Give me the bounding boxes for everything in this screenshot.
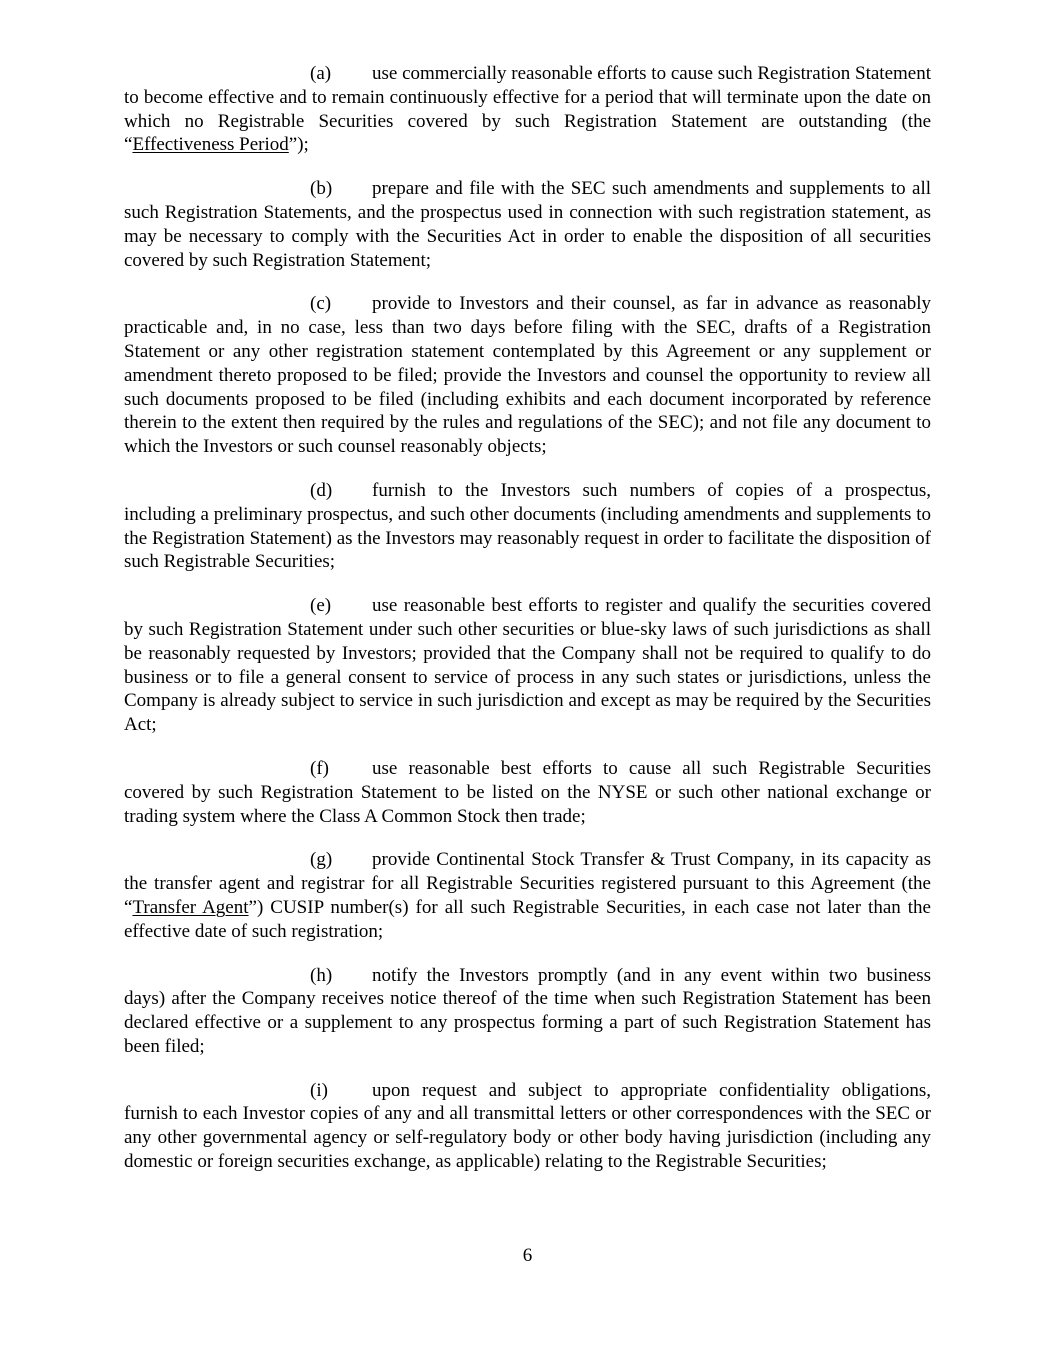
clause-h [124,964,931,1059]
clause-text: upon request and subject to appropriate confidentiality obligations, furnish to each Investor copies of any and all transmittal letters or other correspondences with the SEC or any other governmental agency or self-regulatory body or other body having jurisdiction (including any domestic or foreign securities exchange, as applicable) relating to the Registrable Securities; [124,1079,931,1173]
clause-b [124,177,931,272]
document-body [124,62,931,1194]
clause-text: notify the Investors promptly (and in any event within two business days) after the Company receives notice thereof of the time when such Registration Statement has been declared effective or a supplement to any prospectus forming a part of such Registration Statement has been filed; [124,964,931,1057]
clause-letter: (f) [310,757,329,779]
clause-text: prepare and file with the SEC such amendments and supplements to all such Registration Statements, and the prospectus used in connection with such registration statement, as may be necessary to comply with the Securities Act in order to enable the disposition of all securities covered by such Registration Statement; [124,178,931,271]
page-number: 6 [522,1245,533,1266]
clause-e [124,594,931,737]
clause-letter: (e) [310,595,332,617]
clause-letter: (b) [310,178,333,200]
clause-letter: (c) [310,293,332,315]
clause-text: use commercially reasonable efforts to cause such Registration Statement to become effective and to remain continuously effective for a period that will terminate upon the date on which no Registrable Securities covered by such Registration Statement are outstanding (the “ [124,63,931,156]
clause-a [124,62,931,157]
clause-c [124,292,931,459]
clause-g [124,848,931,943]
clause-letter: (a) [310,63,332,84]
defined-term: Transfer Agent [132,896,249,918]
clause-text: provide Continental Stock Transfer & Trust Company, in its capacity as the transfer agent and registrar for all Registrable Securities registered pursuant to this Agreement (the “ [124,849,931,918]
defined-term: Effectiveness Period [132,134,289,156]
clause-i [124,1079,931,1174]
clause-f [124,757,931,828]
clause-letter: (g) [310,849,333,871]
clause-letter: (d) [310,479,333,501]
clause-text: use reasonable best efforts to register and qualify the securities covered by such Registration Statement under such other securities or blue-sky laws of such jurisdictions as shall be reasonably requested by Investors; provided that the Company shall not be required to qualify to do business or to file a general consent to service of process in any such states or jurisdictions, unless the Company is already subject to service in such jurisdiction and except as may be required by the Securities Act; [124,595,931,736]
clause-text-end: ”) CUSIP number(s) for all such Registrable Securities, in each case not later than the effective date of such registration; [124,896,931,942]
clause-text: provide to Investors and their counsel, as far in advance as reasonably practicable and, in no case, less than two days before filing with the SEC, drafts of a Registration Statement or any other registration statement contemplated by this Agreement or any supplement or amendment thereto proposed to be filed; provide the Investors and counsel the opportunity to review all such documents proposed to be filed (including exhibits and each document incorporated by reference therein to the extent then required by the rules and regulations of the SEC); and not file any document to which the Investors or such counsel reasonably objects; [124,293,931,458]
clause-text-end: ”); [288,134,309,156]
clause-letter: (h) [310,964,333,986]
clause-letter: (i) [310,1079,328,1101]
clause-text: use reasonable best efforts to cause all such Registrable Securities covered by such Registration Statement to be listed on the NYSE or such other national exchange or trading system where the Class A Common Stock then trade; [124,757,931,827]
clause-d [124,479,931,574]
clause-text: furnish to the Investors such numbers of copies of a prospectus, including a preliminary prospectus, and such other documents (including amendments and supplements to the Registration Statement) as the Investors may reasonably request in order to facilitate the disposition of such Registrable Securities; [124,479,931,573]
